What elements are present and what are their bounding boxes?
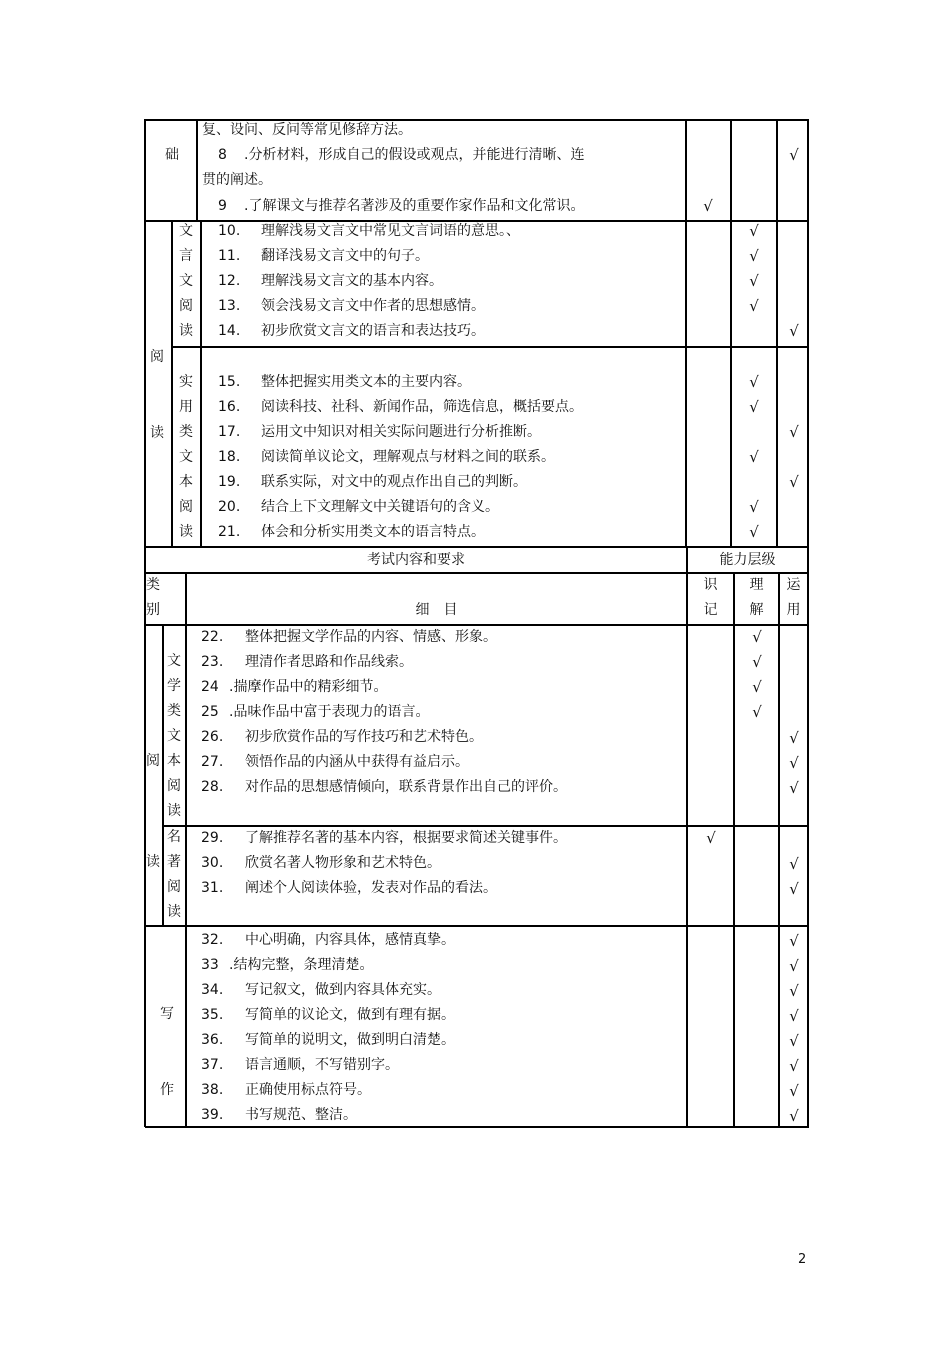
item-text: 阅读科技、社科、新闻作品，筛选信息，概括要点。 bbox=[261, 399, 583, 415]
header-recall: 识 bbox=[703, 577, 718, 593]
item-text: .品味作品中富于表现力的语言。 bbox=[229, 704, 430, 720]
item-number: 24 bbox=[201, 679, 219, 695]
category-reading-label: 阅 bbox=[150, 349, 164, 365]
item-number: 35. bbox=[201, 1007, 224, 1023]
header-apply: 用 bbox=[786, 602, 801, 618]
item-number: 28. bbox=[201, 779, 224, 795]
item-number: 34. bbox=[201, 982, 224, 998]
item-number: 27. bbox=[201, 754, 224, 770]
item-text: .结构完整，条理清楚。 bbox=[229, 957, 374, 973]
item-number: 14. bbox=[218, 323, 241, 339]
item-number: 12. bbox=[218, 273, 241, 289]
item-text: 写简单的议论文，做到有理有据。 bbox=[245, 1007, 455, 1023]
header-understand: 解 bbox=[749, 602, 764, 618]
item-number: 25 bbox=[201, 704, 219, 720]
item-number: 19. bbox=[218, 474, 241, 490]
item-text: 欣赏名著人物形象和艺术特色。 bbox=[245, 855, 441, 871]
item-text: .揣摩作品中的精彩细节。 bbox=[229, 679, 388, 695]
item-text: 理解浅易文言文中常见文言词语的意思。、 bbox=[261, 223, 520, 239]
item-text: 中心明确，内容具体，感情真挚。 bbox=[245, 932, 455, 948]
header-apply: 运 bbox=[786, 577, 801, 593]
item-number: 13. bbox=[218, 298, 241, 314]
item-text: 翻译浅易文言文中的句子。 bbox=[261, 248, 429, 264]
category-reading-label: 阅 bbox=[146, 753, 160, 769]
header-detail: 细 目 bbox=[415, 602, 458, 618]
category-basic-label: 础 bbox=[165, 147, 179, 163]
item-text: 领会浅易文言文中作者的思想感情。 bbox=[261, 298, 485, 314]
header-ability-level: 能力层级 bbox=[719, 552, 776, 568]
item-number: 11. bbox=[218, 248, 241, 264]
item-number: 33 bbox=[201, 957, 219, 973]
item-text: 正确使用标点符号。 bbox=[245, 1082, 371, 1098]
item-text: 初步欣赏文言文的语言和表达技巧。 bbox=[261, 323, 485, 339]
item-text: 书写规范、整洁。 bbox=[245, 1107, 357, 1123]
item-number: 36. bbox=[201, 1032, 224, 1048]
header-content-requirements: 考试内容和要求 bbox=[367, 552, 465, 568]
header-recall: 记 bbox=[703, 602, 718, 618]
item-text: 阅读简单议论文，理解观点与材料之间的联系。 bbox=[261, 449, 555, 465]
item-number: 22. bbox=[201, 629, 224, 645]
item-text: 语言通顺，不写错别字。 bbox=[245, 1057, 399, 1073]
item-number: 20. bbox=[218, 499, 241, 515]
category-reading-label: 读 bbox=[146, 854, 160, 870]
item-text: 联系实际，对文中的观点作出自己的判断。 bbox=[261, 474, 527, 490]
item-text: 运用文中知识对相关实际问题进行分析推断。 bbox=[261, 424, 541, 440]
item-text: .分析材料，形成自己的假设或观点，并能进行清晰、连 bbox=[244, 147, 585, 163]
item-text: 理解浅易文言文的基本内容。 bbox=[261, 273, 443, 289]
item-number: 37. bbox=[201, 1057, 224, 1073]
item-text: 体会和分析实用类文本的语言特点。 bbox=[261, 524, 485, 540]
item-text: 领悟作品的内涵从中获得有益启示。 bbox=[245, 754, 469, 770]
item-number: 16. bbox=[218, 399, 241, 415]
continued-item-text: 复、设问、反问等常见修辞方法。 bbox=[202, 122, 412, 138]
item-number: 18. bbox=[218, 449, 241, 465]
item-text: 整体把握文学作品的内容、情感、形象。 bbox=[245, 629, 497, 645]
category-writing-label: 作 bbox=[160, 1082, 174, 1098]
item-number: 8 bbox=[218, 147, 227, 163]
item-number: 39. bbox=[201, 1107, 224, 1123]
item-number: 32. bbox=[201, 932, 224, 948]
item-text: 结合上下文理解文中关键语句的含义。 bbox=[261, 499, 499, 515]
item-text: 阐述个人阅读体验，发表对作品的看法。 bbox=[245, 880, 497, 896]
header-category: 别 bbox=[146, 602, 160, 618]
item-text: 整体把握实用类文本的主要内容。 bbox=[261, 374, 471, 390]
item-number: 38. bbox=[201, 1082, 224, 1098]
check-mark-recall: √ bbox=[703, 197, 713, 215]
item-number: 15. bbox=[218, 374, 241, 390]
category-writing-label: 写 bbox=[160, 1006, 174, 1022]
item-number: 21. bbox=[218, 524, 241, 540]
page-number: 2 bbox=[798, 1252, 807, 1267]
item-number: 29. bbox=[201, 830, 224, 846]
item-text: 对作品的思想感情倾向，联系背景作出自己的评价。 bbox=[245, 779, 567, 795]
item-text: 写记叙文，做到内容具体充实。 bbox=[245, 982, 441, 998]
item-number: 23. bbox=[201, 654, 224, 670]
item-number: 10. bbox=[218, 223, 241, 239]
item-text: 写简单的说明文，做到明白清楚。 bbox=[245, 1032, 455, 1048]
item-number: 17. bbox=[218, 424, 241, 440]
item-number: 31. bbox=[201, 880, 224, 896]
item-number: 9 bbox=[218, 198, 227, 214]
item-number: 26. bbox=[201, 729, 224, 745]
item-text: 初步欣赏作品的写作技巧和艺术特色。 bbox=[245, 729, 483, 745]
item-text: 理清作者思路和作品线索。 bbox=[245, 654, 413, 670]
item-number: 30. bbox=[201, 855, 224, 871]
item-text-continued: 贯的阐述。 bbox=[202, 172, 272, 188]
category-reading-label: 读 bbox=[150, 425, 164, 441]
item-text: 了解推荐名著的基本内容，根据要求简述关键事件。 bbox=[245, 830, 567, 846]
header-understand: 理 bbox=[749, 577, 764, 593]
header-category: 类 bbox=[146, 577, 160, 593]
check-mark-apply: √ bbox=[789, 146, 799, 164]
item-text: .了解课文与推荐名著涉及的重要作家作品和文化常识。 bbox=[244, 198, 585, 214]
